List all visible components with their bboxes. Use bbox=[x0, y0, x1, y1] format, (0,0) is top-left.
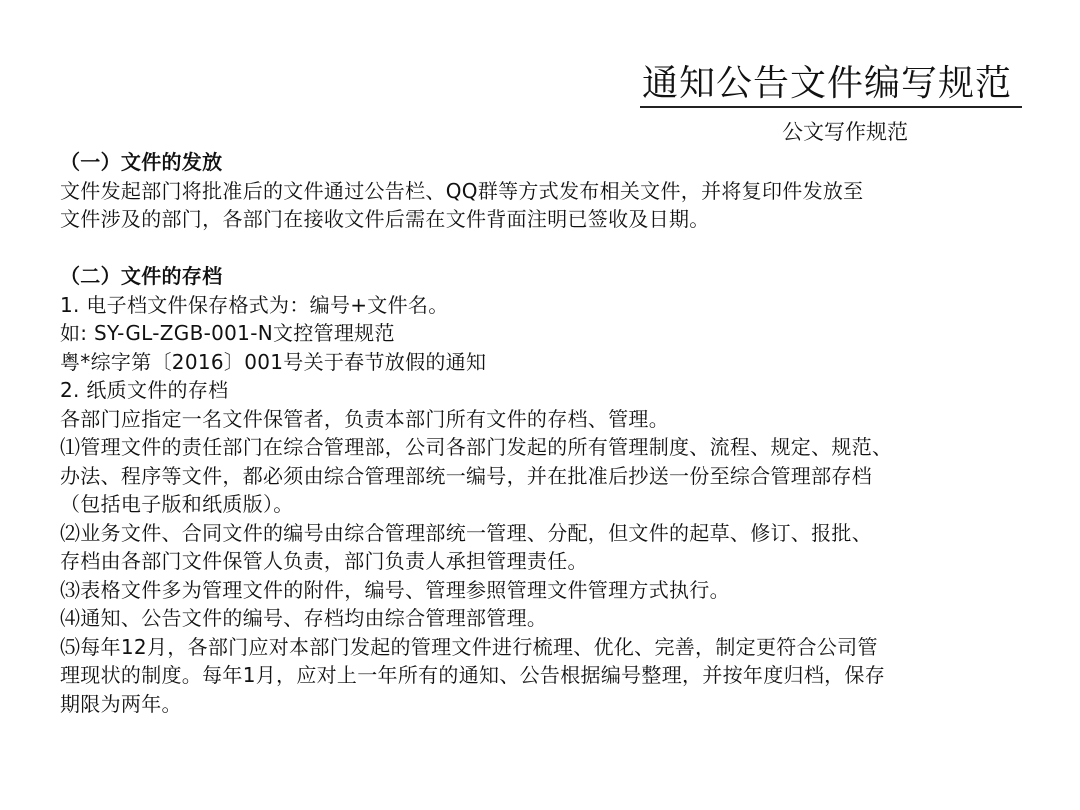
paragraph-line: ⑷通知、公告文件的编号、存档均由综合管理部管理。 bbox=[60, 606, 548, 630]
paragraph-line: 期限为两年。 bbox=[60, 691, 182, 716]
paragraph-line: ⑴管理文件的责任部门在综合管理部，公司各部门发起的所有管理制度、流程、规定、规范、 bbox=[60, 435, 893, 459]
paragraph-line: 理现状的制度。每年1月，应对上一年所有的通知、公告根据编号整理，并按年度归档，保存 bbox=[60, 663, 886, 687]
section-heading-distribution: （一）文件的发放 bbox=[60, 150, 223, 174]
document-body bbox=[60, 148, 1050, 718]
paragraph-line: 文件涉及的部门，各部门在接收文件后需在文件背面注明已签收及日期。 bbox=[60, 207, 710, 231]
paragraph-line: 存档由各部门文件保管人负责，部门负责人承担管理责任。 bbox=[60, 549, 588, 573]
paragraph-line: 1. 电子档文件保存格式为：编号+文件名。 bbox=[60, 292, 449, 317]
paragraph-line: 2. 纸质文件的存档 bbox=[60, 378, 229, 402]
paragraph-line: ⑶表格文件多为管理文件的附件，编号、管理参照管理文件管理方式执行。 bbox=[60, 577, 730, 602]
blank-line bbox=[60, 234, 1050, 263]
paragraph-line: 文件发起部门将批准后的文件通过公告栏、QQ群等方式发布相关文件，并将复印件发放至 bbox=[60, 178, 864, 203]
paragraph-line: 如: SY-GL-ZGB-001-N文控管理规范 bbox=[60, 321, 395, 345]
paragraph-line: 各部门应指定一名文件保管者，负责本部门所有文件的存档、管理。 bbox=[60, 406, 669, 431]
paragraph-line: 办法、程序等文件，都必须由综合管理部统一编号，并在批准后抄送一份至综合管理部存档 bbox=[60, 463, 872, 488]
paragraph-line: 粤*综字第〔2016〕001号关于春节放假的通知 bbox=[60, 349, 487, 374]
page-title: 通知公告文件编写规范 bbox=[641, 63, 1012, 104]
paragraph-line: ⑵业务文件、合同文件的编号由综合管理部统一管理、分配，但文件的起草、修订、报批、 bbox=[60, 520, 872, 545]
paragraph-line: （包括电子版和纸质版）。 bbox=[60, 492, 294, 516]
title-underline bbox=[640, 106, 1022, 108]
page-subtitle: 公文写作规范 bbox=[782, 120, 908, 144]
section-heading-archiving: （二）文件的存档 bbox=[60, 264, 223, 288]
paragraph-line: ⑸每年12月，各部门应对本部门发起的管理文件进行梳理、优化、完善，制定更符合公司管 bbox=[60, 634, 878, 659]
